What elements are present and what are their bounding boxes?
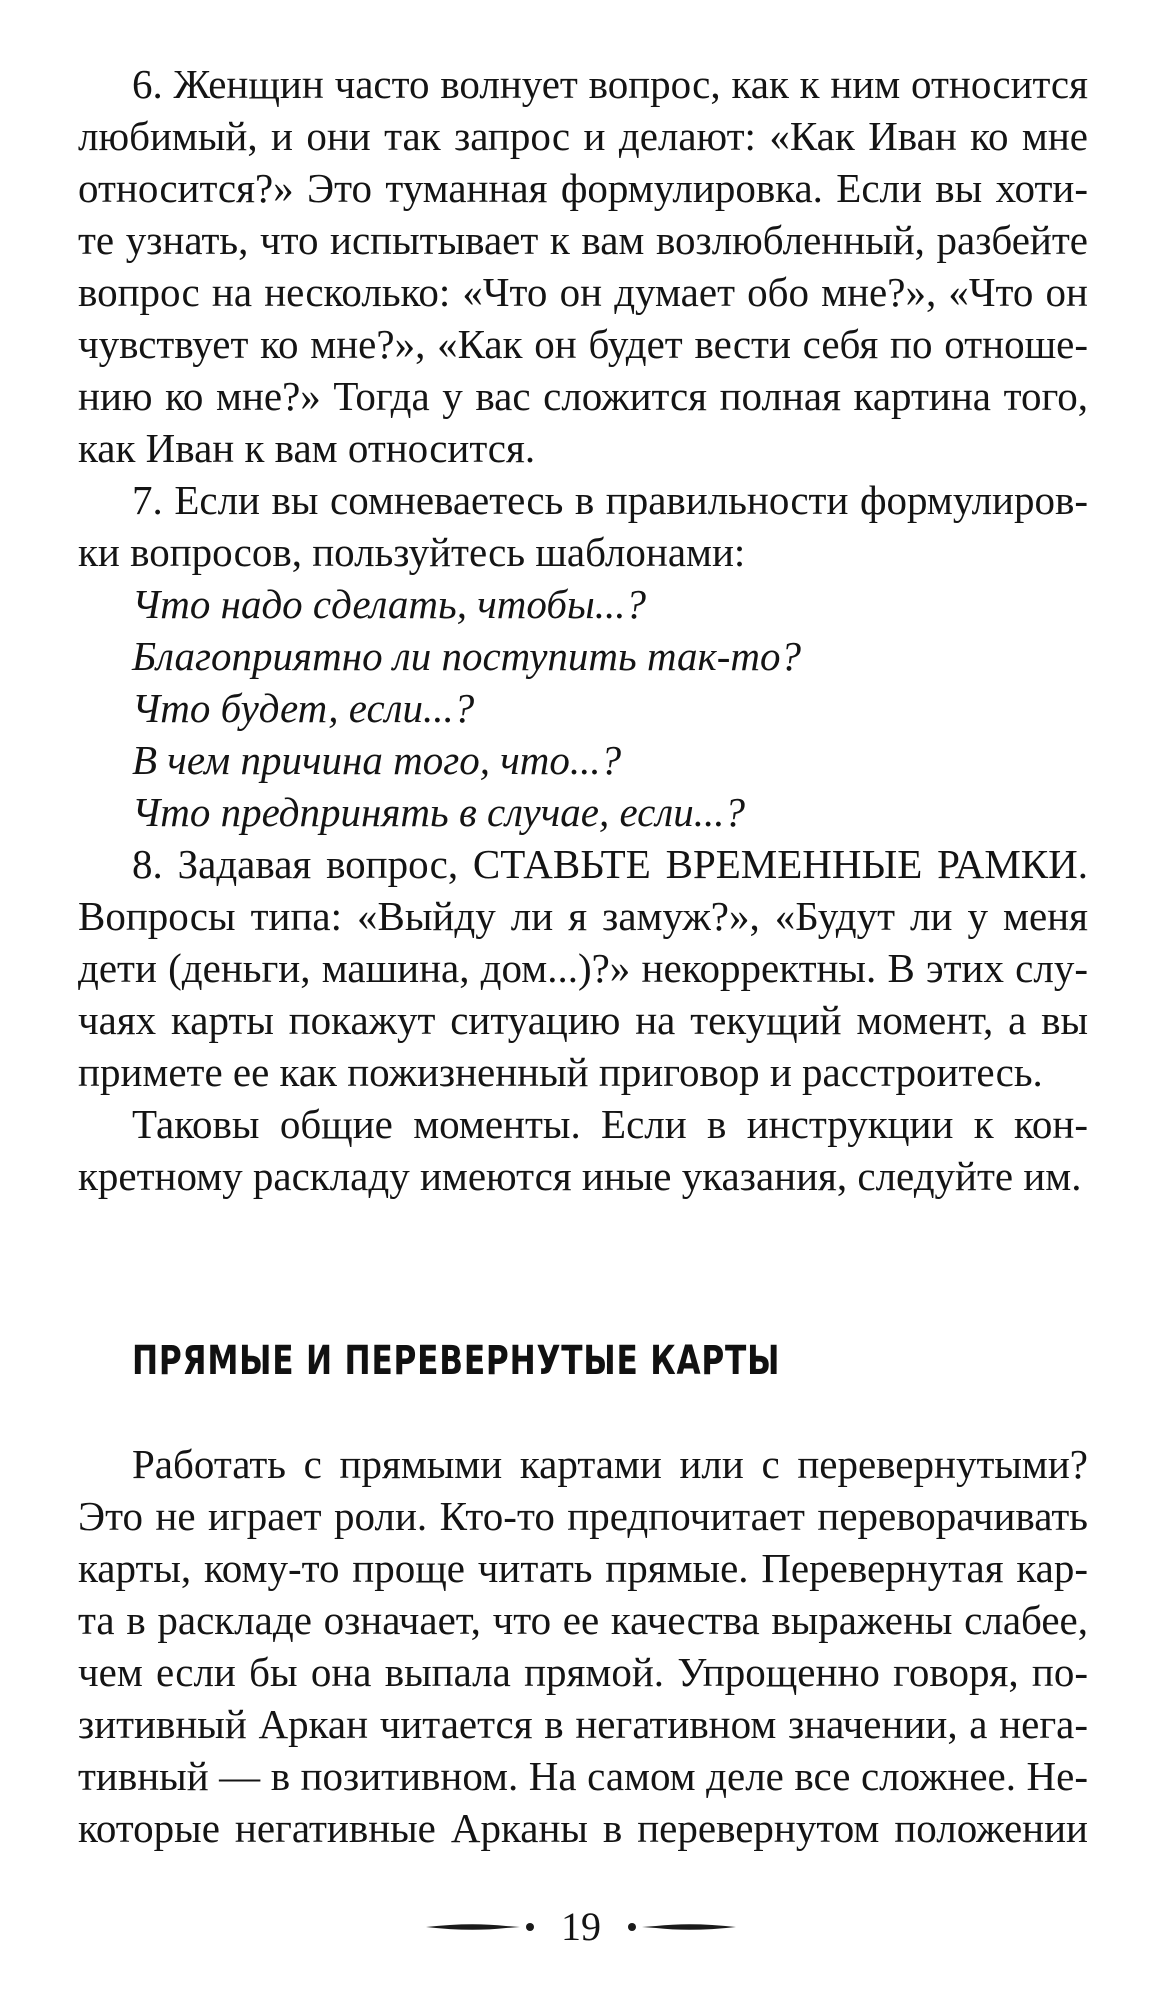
text-line: Таковы общие моменты. Если в инструкции к кон- — [132, 1101, 1088, 1147]
text-line: Работать с прямыми картами или с перевернутыми? — [132, 1441, 1088, 1487]
template-line: Что будет, если...? — [132, 685, 475, 731]
text-line: чем если бы она выпала прямой. Упрощенно говоря, по- — [78, 1649, 1088, 1695]
template-line: Что предпринять в случае, если...? — [132, 789, 745, 835]
text-line: относится?» Это туманная формулировка. Если вы хоти- — [78, 165, 1088, 211]
text-line: та в раскладе означает, что ее качества выражены слабее, — [78, 1597, 1088, 1643]
text-line: те узнать, что испытывает к вам возлюбленный, разбейте — [78, 217, 1088, 263]
paragraph-cards — [78, 1438, 1088, 1854]
paragraph-6 — [78, 58, 1088, 474]
section-heading: ПРЯМЫЕ И ПЕРЕВЕРНУТЫЕ КАРТЫ — [132, 1338, 781, 1384]
question-templates — [78, 578, 1088, 838]
page-body-top — [78, 58, 1088, 1202]
text-line: 8. Задавая вопрос, СТАВЬТЕ ВРЕМЕННЫЕ РАМКИ. — [132, 841, 1088, 887]
paragraph-7 — [78, 474, 1088, 578]
page-body-bottom — [78, 1438, 1088, 1854]
text-line: вопрос на несколько: «Что он думает обо мне?», «Что он — [78, 269, 1088, 315]
paragraph-8 — [78, 838, 1088, 1098]
template-line: В чем причина того, что...? — [132, 737, 622, 783]
text-line: любимый, и они так запрос и делают: «Как Иван ко мне — [78, 113, 1088, 159]
text-line: примете ее как пожизненный приговор и расстроитесь. — [78, 1049, 1043, 1095]
template-line: Благоприятно ли поступить так-то? — [132, 633, 801, 679]
text-line: карты, кому-то проще читать прямые. Перевернутая кар- — [78, 1545, 1088, 1591]
text-line: дети (деньги, машина, дом...)?» некорректны. В этих слу- — [78, 945, 1088, 991]
text-line: 6. Женщин часто волнует вопрос, как к ним относится — [132, 61, 1088, 107]
text-line: чаях карты покажут ситуацию на текущий момент, а вы — [78, 997, 1088, 1043]
paragraph-summary — [78, 1098, 1088, 1202]
template-line: Что надо сделать, чтобы...? — [132, 581, 646, 627]
text-line: которые негативные Арканы в перевернутом положении — [78, 1805, 1088, 1851]
text-line: тивный — в позитивном. На самом деле все сложнее. Не- — [78, 1753, 1088, 1799]
text-line: ки вопросов, пользуйтесь шаблонами: — [78, 529, 746, 575]
text-line: чувствует ко мне?», «Как он будет вести себя по отноше- — [78, 321, 1088, 367]
text-line: 7. Если вы сомневаетесь в правильности формулиров- — [132, 477, 1088, 523]
text-line: Это не играет роли. Кто-то предпочитает переворачивать — [78, 1493, 1088, 1539]
text-line: зитивный Аркан читается в негативном значении, а нега- — [78, 1701, 1088, 1747]
text-line: нию ко мне?» Тогда у вас сложится полная картина того, — [78, 373, 1088, 419]
text-line: кретному раскладу имеются иные указания, следуйте им. — [78, 1153, 1082, 1199]
text-line: Вопросы типа: «Выйду ли я замуж?», «Будут ли у меня — [78, 893, 1088, 939]
page-footer — [0, 1905, 1162, 1949]
page-number: 19 — [561, 1904, 601, 1949]
text-line: как Иван к вам относится. — [78, 425, 536, 471]
